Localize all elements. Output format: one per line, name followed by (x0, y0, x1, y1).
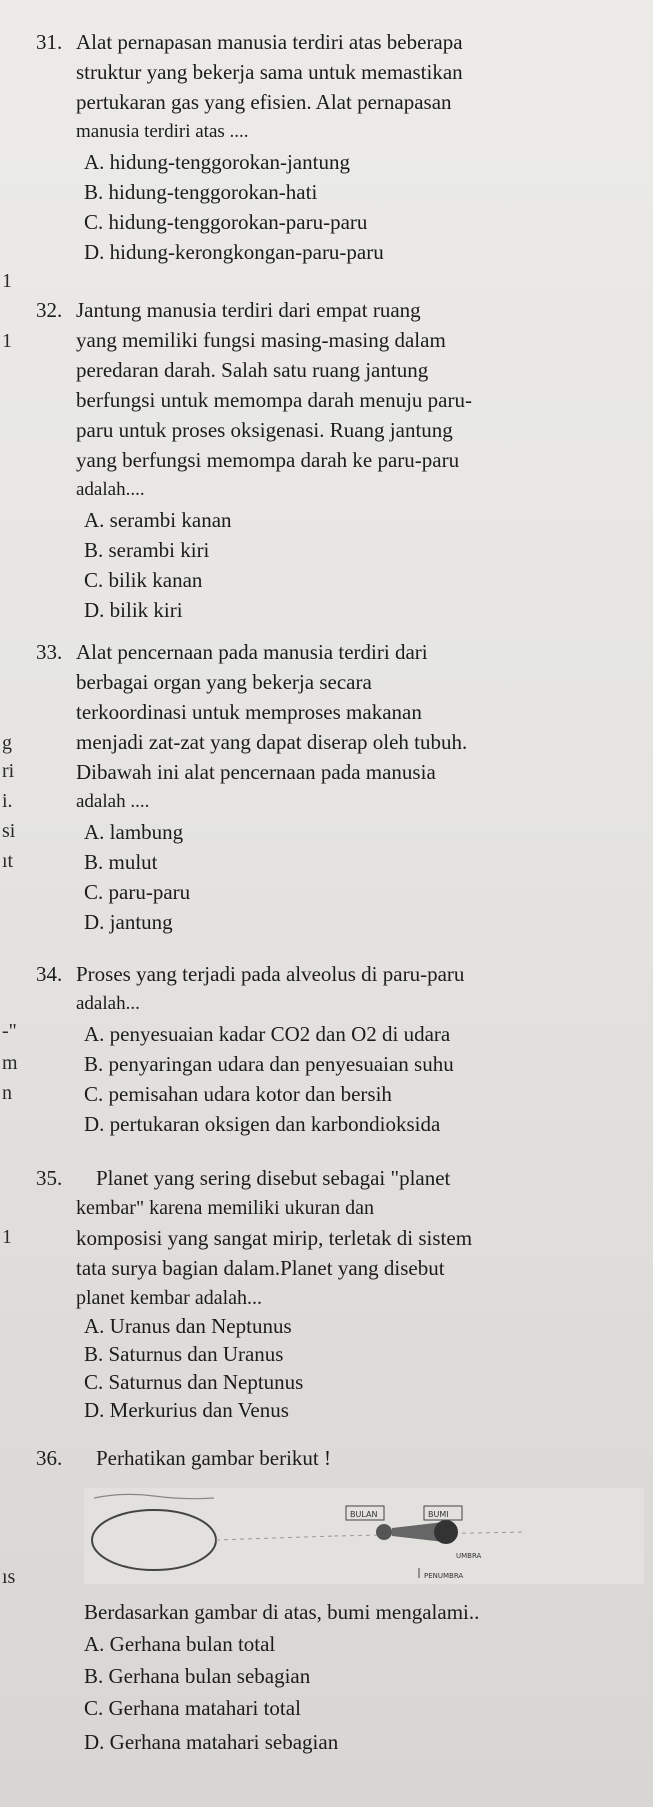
option-c[interactable]: C. Saturnus dan Neptunus (84, 1370, 304, 1394)
option-d[interactable]: D. hidung-kerongkongan-paru-paru (84, 240, 384, 264)
margin-fragment: m (2, 1052, 18, 1074)
question-text: Alat pernapasan manusia terdiri atas beberapa (76, 30, 463, 54)
question-number: 34. (36, 962, 63, 986)
question-text: berbagai organ yang bekerja secara (76, 670, 372, 694)
question-text: Planet yang sering disebut sebagai "planet (96, 1166, 451, 1190)
margin-fragment: g (2, 732, 12, 754)
question-text: struktur yang bekerja sama untuk memastikan (76, 60, 463, 84)
question-text: adalah.... (76, 479, 145, 500)
option-b[interactable]: B. penyaringan udara dan penyesuaian suhu (84, 1052, 454, 1076)
option-d[interactable]: D. pertukaran oksigen dan karbondioksida (84, 1112, 441, 1136)
earth-label: BUMI (428, 1510, 449, 1519)
option-a[interactable]: A. Gerhana bulan total (84, 1632, 276, 1656)
option-a[interactable]: A. lambung (84, 820, 184, 844)
question-text: Alat pencernaan pada manusia terdiri dari (76, 640, 428, 664)
question-text: Jantung manusia terdiri dari empat ruang (76, 298, 421, 322)
margin-fragment: ıs (2, 1566, 16, 1588)
option-c[interactable]: C. pemisahan udara kotor dan bersih (84, 1082, 392, 1106)
margin-fragment: si (2, 820, 16, 842)
earth-shape (434, 1520, 458, 1544)
margin-fragment: 1 (2, 330, 12, 352)
question-text: kembar" karena memiliki ukuran dan (76, 1197, 375, 1219)
moon-shape (376, 1524, 392, 1540)
question-text: manusia terdiri atas .... (76, 121, 249, 142)
option-a[interactable]: A. hidung-tenggorokan-jantung (84, 150, 350, 174)
question-text: Dibawah ini alat pencernaan pada manusia (76, 760, 436, 784)
option-d[interactable]: D. Merkurius dan Venus (84, 1398, 289, 1422)
question-number: 33. (36, 640, 63, 664)
option-a[interactable]: A. Uranus dan Neptunus (84, 1314, 292, 1338)
option-d[interactable]: D. bilik kiri (84, 598, 183, 622)
question-text: adalah .... (76, 791, 150, 812)
question-text: paru untuk proses oksigenasi. Ruang jantung (76, 418, 453, 442)
option-c[interactable]: C. Gerhana matahari total (84, 1696, 301, 1720)
question-text: peredaran darah. Salah satu ruang jantung (76, 358, 429, 382)
option-b[interactable]: B. serambi kiri (84, 538, 210, 562)
question-text: yang memiliki fungsi masing-masing dalam (76, 328, 446, 352)
option-d[interactable]: D. Gerhana matahari sebagian (84, 1730, 339, 1754)
option-b[interactable]: B. mulut (84, 850, 158, 874)
option-d[interactable]: D. jantung (84, 910, 173, 934)
question-number: 31. (36, 30, 63, 54)
question-text: komposisi yang sangat mirip, terletak di sistem (76, 1226, 473, 1250)
eclipse-diagram (84, 1488, 644, 1584)
margin-fragment: 1 (2, 270, 12, 292)
question-text: Proses yang terjadi pada alveolus di paru-paru (76, 962, 465, 986)
question-text: berfungsi untuk memompa darah menuju paru- (76, 388, 472, 412)
option-c[interactable]: C. hidung-tenggorokan-paru-paru (84, 210, 368, 234)
option-a[interactable]: A. serambi kanan (84, 508, 232, 532)
option-a[interactable]: A. penyesuaian kadar CO2 dan O2 di udara (84, 1022, 451, 1046)
moon-label: BULAN (350, 1510, 378, 1519)
question-text: menjadi zat-zat yang dapat diserap oleh tubuh. (76, 730, 468, 754)
margin-fragment: n (2, 1082, 12, 1104)
margin-fragment: ri (2, 760, 15, 782)
margin-fragment: 1 (2, 1226, 12, 1248)
question-number: 32. (36, 298, 63, 322)
question-text: adalah... (76, 993, 140, 1014)
question-text: yang berfungsi memompa darah ke paru-paru (76, 448, 460, 472)
option-b[interactable]: B. Gerhana bulan sebagian (84, 1664, 311, 1688)
option-c[interactable]: C. paru-paru (84, 880, 191, 904)
margin-fragment: i. (2, 790, 13, 812)
option-b[interactable]: B. Saturnus dan Uranus (84, 1342, 284, 1366)
question-text: tata surya bagian dalam.Planet yang disebut (76, 1256, 445, 1280)
question-text: pertukaran gas yang efisien. Alat pernapasan (76, 90, 452, 114)
question-number: 35. (36, 1166, 63, 1190)
option-c[interactable]: C. bilik kanan (84, 568, 203, 592)
question-text: Berdasarkan gambar di atas, bumi mengalami.. (84, 1600, 480, 1624)
margin-fragment: ıt (2, 850, 14, 872)
penumbra-label: PENUMBRA (424, 1572, 464, 1580)
question-number: 36. (36, 1446, 63, 1470)
question-text: Perhatikan gambar berikut ! (96, 1446, 331, 1470)
option-b[interactable]: B. hidung-tenggorokan-hati (84, 180, 318, 204)
umbra-label: UMBRA (456, 1552, 482, 1560)
margin-fragment: -" (2, 1020, 17, 1042)
question-text: terkoordinasi untuk memproses makanan (76, 700, 422, 724)
question-text: planet kembar adalah... (76, 1287, 263, 1309)
